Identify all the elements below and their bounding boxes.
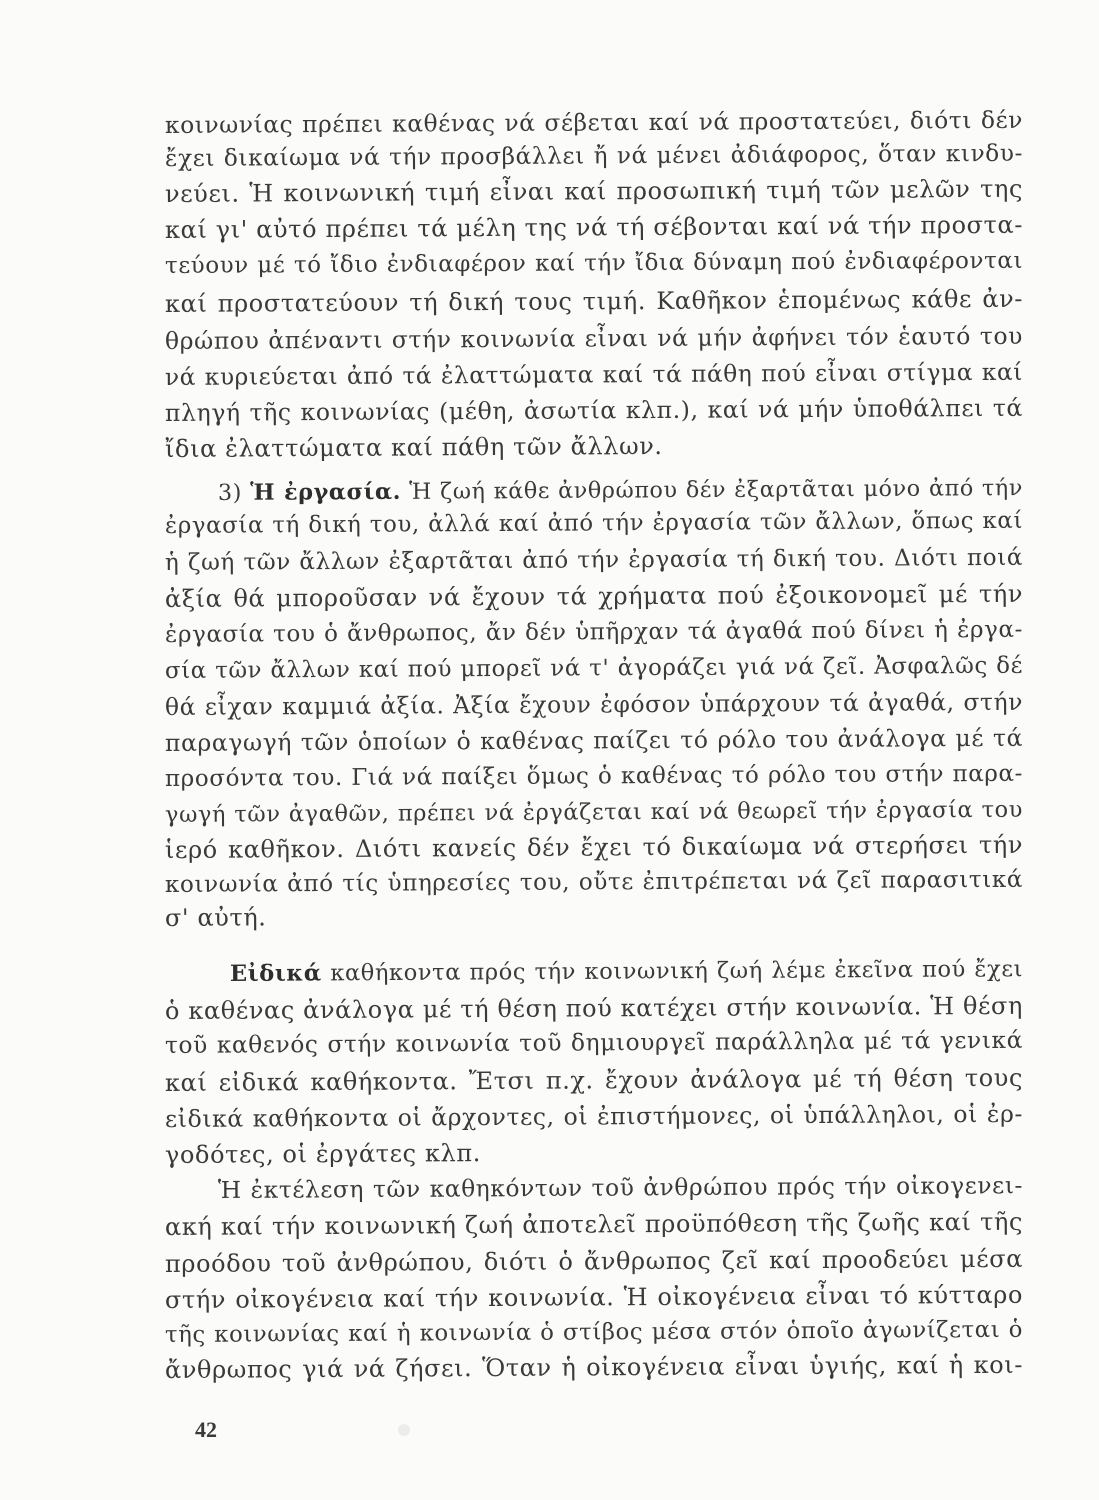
text-span: καθήκοντα πρός τήν κοινωνική ζωή λέμε ἐκεῖνα πού ἔχει <box>330 956 1024 987</box>
text-line: κοινωνίας πρέπει καθένας νά σέβεται καί νά προστατεύει, διότι δέν <box>164 106 1024 139</box>
text-line: παραγωγή τῶν ὁποίων ὁ καθένας παίζει τό ρόλο του ἀνάλογα μέ τά <box>164 723 1024 757</box>
text-span: Ἡ ζωή κάθε ἀνθρώπου δέν ἐξαρτᾶται μόνο ἀπό τήν <box>409 475 1024 505</box>
text-line: θρώπου ἀπέναντι στήν κοινωνία εἶναι νά μήν ἀφήνει τόν ἑαυτό του <box>164 321 1024 355</box>
text-line: νεύει. Ἡ κοινωνική τιμή εἶναι καί προσωπική τιμή τῶν μελῶν της <box>164 174 1024 208</box>
text-line: ἐργασία του ὁ ἄνθρωπος, ἄν δέν ὑπῆρχαν τά ἀγαθά πού δίνει ἡ ἐργα- <box>164 616 1024 648</box>
text-line: ἔχει δικαίωμα νά τήν προσβάλλει ἤ νά μένει ἀδιάφορος, ὅταν κινδυ- <box>164 139 1024 172</box>
text-line: καί προστατεύουν τή δική τους τιμή. Καθῆκον ἑπομένως κάθε ἀν- <box>164 284 1024 318</box>
text-line: νά κυριεύεται ἀπό τά ἐλαττώματα καί τά πάθη πού εἶναι στίγμα καί <box>164 358 1024 391</box>
section-heading: Ἡ ἐργασία. <box>250 478 402 506</box>
text-line: ὁ καθένας ἀνάλογα μέ τή θέση πού κατέχει στήν κοινωνία. Ἡ θέση <box>164 991 1024 1025</box>
text-line: θά εἶχαν καμμιά ἀξία. Ἀξία ἔχουν ἐφόσον ὑπάρχουν τά ἀγαθά, στήν <box>164 687 1024 721</box>
text-line: στήν οἰκογένεια καί τήν κοινωνία. Ἡ οἰκογένεια εἶναι τό κύτταρο <box>164 1280 1024 1314</box>
text-line: Ἡ ἐκτέλεση τῶν καθηκόντων τοῦ ἀνθρώπου πρός τήν οἰκογενει- <box>217 1172 1024 1204</box>
text-line: καί εἰδικά καθήκοντα. Ἔτσι π.χ. ἔχουν ἀνάλογα μέ τή θέση τους <box>164 1063 1024 1097</box>
text-line: σία τῶν ἄλλων καί πού μπορεῖ νά τ' ἀγοράζει γιά νά ζεῖ. Ἀσφαλῶς δέ <box>164 652 1024 684</box>
text-line: γωγή τῶν ἀγαθῶν, πρέπει νά ἐργάζεται καί νά θεωρεῖ τήν ἐργασία του <box>164 796 1024 828</box>
text-line: ἀξία θά μποροῦσαν νά ἔχουν τά χρήματα πού ἐξοικονομεῖ μέ τήν <box>164 579 1024 613</box>
text-line: ἡ ζωή τῶν ἄλλων ἐξαρτᾶται ἀπό τήν ἐργασία τή δική του. Διότι ποιά <box>164 544 1024 576</box>
text-line: ἄνθρωπος γιά νά ζήσει. Ὅταν ἡ οἰκογένεια εἶναι ὑγιής, καί ἡ κοι- <box>164 1350 1024 1384</box>
text-line: πληγή τῆς κοινωνίας (μέθη, ἀσωτία κλπ.), καί νά μήν ὑποθάλπει τά <box>164 393 1024 427</box>
special-heading-line <box>230 954 1023 989</box>
text-line: εἰδικά καθήκοντα οἱ ἄρχοντες, οἱ ἐπιστήμονες, οἱ ὑπάλληλοι, οἱ ἐρ- <box>164 1099 1024 1133</box>
section-heading-line <box>218 473 1023 508</box>
text-line: τῆς κοινωνίας καί ἡ κοινωνία ὁ στίβος μέσα στόν ὁποῖο ἀγωνίζεται ὁ <box>164 1316 1024 1348</box>
text-line: τοῦ καθενός στήν κοινωνία τοῦ δημιουργεῖ παράλληλα μέ τά γενικά <box>164 1026 1024 1059</box>
text-line: καί γι' αὐτό πρέπει τά μέλη της νά τή σέβονται καί νά τήν προστα- <box>164 210 1024 244</box>
text-line: προσόντα του. Γιά νά παίξει ὅμως ὁ καθένας τό ρόλο του στήν παρα- <box>164 760 1024 792</box>
text-line: τεύουν μέ τό ἴδιο ἐνδιαφέρον καί τήν ἴδια δύναμη πού ἐνδιαφέρονται <box>164 247 1024 279</box>
text-line: ακή καί τήν κοινωνική ζωή ἀποτελεῖ προϋπόθεση τῆς ζωῆς καί τῆς <box>164 1207 1024 1241</box>
special-heading: Εἰδικά <box>229 960 322 987</box>
text-line: σ' αὐτή. <box>164 903 267 932</box>
text-line: κοινωνία ἀπό τίς ὑπηρεσίες του, οὔτε ἐπιτρέπεται νά ζεῖ παρασιτικά <box>164 866 1024 898</box>
section-number: 3) <box>217 479 243 506</box>
text-line: γοδότες, οἱ ἐργάτες κλπ. <box>164 1139 482 1169</box>
text-line: ἴδια ἐλαττώματα καί πάθη τῶν ἄλλων. <box>164 431 663 463</box>
page-number: 42 <box>195 1417 217 1442</box>
text-line: ἐργασία τή δική του, ἀλλά καί ἀπό τήν ἐργασία τῶν ἄλλων, ὅπως καί <box>164 507 1024 539</box>
text-line: ἱερό καθῆκον. Διότι κανείς δέν ἔχει τό δικαίωμα νά στερήσει τήν <box>164 830 1024 864</box>
paper-speck <box>398 1424 410 1436</box>
text-line: προόδου τοῦ ἀνθρώπου, διότι ὁ ἄνθρωπος ζεῖ καί προοδεύει μέσα <box>164 1244 1024 1278</box>
